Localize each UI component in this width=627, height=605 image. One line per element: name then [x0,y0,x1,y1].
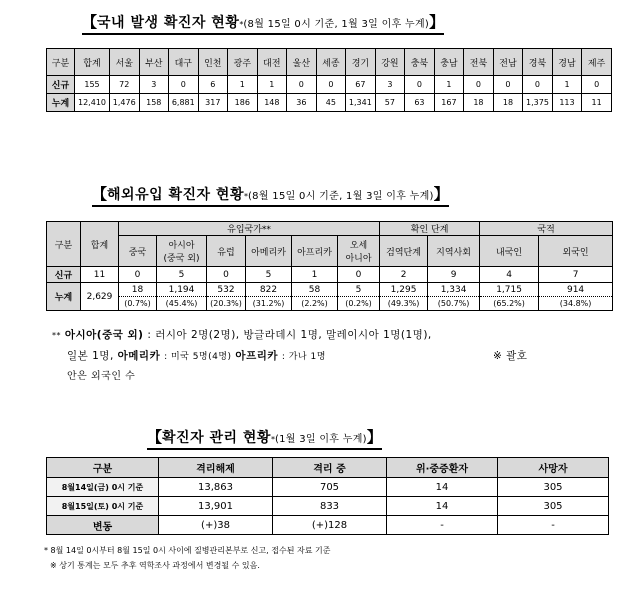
percent-cell: (45.4%) [157,297,207,311]
table-cell: 12,410 [75,94,110,112]
domestic-header-cell: 전남 [493,49,523,76]
row-label: 변동 [47,516,159,535]
footnote-2: ※ 상기 통계는 모두 추후 역학조사 과정에서 변경될 수 있음. [50,561,260,570]
percent-cell: (34.8%) [539,297,613,311]
table-cell: 1 [552,76,582,94]
note-line-3: 안은 외국인 수 [67,371,136,382]
table-cell: 63 [405,94,435,112]
imported-subheader-cell: 유럽 [207,236,246,267]
table-cell: 0 [582,76,612,94]
table-cell: 4 [480,267,539,283]
section2-title-text: 해외유입 확진자 현황 [107,187,244,203]
percent-cell: (2.2%) [292,297,338,311]
percent-cell: (0.7%) [119,297,157,311]
section1-title-text: 국내 발생 확진자 현황 [97,15,240,31]
domestic-header-cell: 울산 [287,49,317,76]
table-cell: 14 [387,497,498,516]
section1-subtitle: (8월 15일 0시 기준, 1월 3일 이후 누계) [243,19,430,30]
percent-cell: (31.2%) [246,297,292,311]
imported-subheader-cell: 오세 아니아 [338,236,380,267]
table-cell: 0 [338,267,380,283]
table-cell: - [387,516,498,535]
table-cell: 5 [338,283,380,297]
table-cell: 45 [316,94,346,112]
row-label: 신규 [47,76,75,94]
note-africa-label: 아프리카 [235,350,278,362]
table-row [47,297,613,311]
table-cell: 822 [246,283,292,297]
domestic-cases-table [46,48,612,112]
table-cell: 14 [387,478,498,497]
table-cell: 0 [464,76,494,94]
table-cell: 1,341 [346,94,376,112]
case-management-table [46,457,609,535]
row-label: 누계 [47,94,75,112]
table-cell: 0 [405,76,435,94]
table-cell: 0 [523,76,553,94]
domestic-header-cell: 서울 [110,49,140,76]
imported-cases-table [46,221,613,311]
table-cell: 705 [273,478,387,497]
section2-title: 【 해외유입 확진자 현황 * (8월 15일 0시 기준, 1월 3일 이후 누계) 】 [92,183,449,204]
table-cell: 148 [257,94,287,112]
domestic-header-cell: 전북 [464,49,494,76]
table-cell: (+)38 [159,516,273,535]
table-cell: 1,295 [380,283,428,297]
table-row [47,94,612,112]
table-cell: - [498,516,609,535]
domestic-header-cell: 광주 [228,49,258,76]
section3-subtitle: (1월 3일 이후 누계) [274,434,367,445]
table-cell: 11 [81,267,119,283]
table-cell: 1 [228,76,258,94]
management-header-cell: 구분 [47,458,159,478]
table-cell: 305 [498,497,609,516]
note-america-label: 아메리카 [117,350,161,362]
row-label: 신규 [47,267,81,283]
table-cell: 0 [493,76,523,94]
management-header-cell: 격리해제 [159,458,273,478]
section3-title: 【 확진자 관리 현황 * (1월 3일 이후 누계) 】 [147,426,382,447]
percent-cell: (20.3%) [207,297,246,311]
table-row [47,76,612,94]
domestic-header-cell: 충남 [434,49,464,76]
table-cell: 0 [169,76,199,94]
table-cell: 1 [434,76,464,94]
table-cell: 13,901 [159,497,273,516]
table-cell: 167 [434,94,464,112]
table-cell: 6,881 [169,94,199,112]
domestic-header-cell: 제주 [582,49,612,76]
row-label: 누계 [47,283,81,311]
domestic-header-cell: 구분 [47,49,75,76]
table-row [47,267,613,283]
table-cell: 57 [375,94,405,112]
table-cell: 36 [287,94,317,112]
domestic-header-cell: 경기 [346,49,376,76]
imported-subheader-cell: 외국인 [539,236,613,267]
table-cell: 2 [380,267,428,283]
note-paren: ※ 괄호 [493,350,528,362]
table-cell: 155 [75,76,110,94]
note-line-1: ** 아시아(중국 외) : 러시아 2명(2명), 방글라데시 1명, 말레이시아 1명(1명), [52,329,432,341]
domestic-header-cell: 합계 [75,49,110,76]
imported-head-total: 합계 [81,222,119,267]
percent-cell: (65.2%) [480,297,539,311]
imported-subheader-cell: 아시아 (중국 외) [157,236,207,267]
table-cell: 9 [428,267,480,283]
imported-subheader-cell: 검역단계 [380,236,428,267]
table-cell: 3 [375,76,405,94]
table-cell: 1,715 [480,283,539,297]
imported-subheader-cell: 중국 [119,236,157,267]
table-cell: 5 [246,267,292,283]
imported-head-origin: 유입국가** [119,222,380,236]
row-label: 8월15일(토) 0시 기준 [47,497,159,516]
management-header-cell: 격리 중 [273,458,387,478]
section2-subtitle: (8월 15일 0시 기준, 1월 3일 이후 누계) [247,191,434,202]
note-line-2: 일본 1명, 아메리카 : 미국 5명(4명) 아프리카 : 가나 1명 [67,350,326,362]
table-cell: 305 [498,478,609,497]
imported-subheader-cell: 내국인 [480,236,539,267]
table-cell: 6 [198,76,228,94]
domestic-header-cell: 세종 [316,49,346,76]
table-row [47,283,613,297]
domestic-header-cell: 강원 [375,49,405,76]
table-cell: 833 [273,497,387,516]
table-cell: 1 [257,76,287,94]
table-cell: 18 [493,94,523,112]
table-cell: 1,334 [428,283,480,297]
table-cell: 18 [119,283,157,297]
note-asia-label: 아시아(중국 외) [64,329,144,341]
imported-subheader-cell: 아프리카 [292,236,338,267]
table-cell: 13,863 [159,478,273,497]
domestic-header-cell: 경남 [552,49,582,76]
domestic-table-header [47,49,612,76]
table-cell: 18 [464,94,494,112]
table-cell: 113 [552,94,582,112]
percent-cell: (50.7%) [428,297,480,311]
table-cell: 532 [207,283,246,297]
imported-head-nation: 국적 [480,222,613,236]
table-cell: 0 [287,76,317,94]
table-cell: 67 [346,76,376,94]
table-cell: 158 [139,94,169,112]
table-row [47,497,609,516]
domestic-header-cell: 부산 [139,49,169,76]
imported-head-stage: 확인 단계 [380,222,480,236]
section1-title: 【 국내 발생 확진자 현황 * (8월 15일 0시 기준, 1월 3일 이후 누계) 】 [82,11,444,32]
table-row [47,478,609,497]
table-cell: 3 [139,76,169,94]
table-cell: 2,629 [81,283,119,311]
table-cell: 72 [110,76,140,94]
domestic-header-cell: 대구 [169,49,199,76]
management-header-cell: 위·중증환자 [387,458,498,478]
percent-cell: (0.2%) [338,297,380,311]
row-label: 8월14일(금) 0시 기준 [47,478,159,497]
section3-title-text: 확진자 관리 현황 [162,430,271,446]
imported-subheader-cell: 아메리카 [246,236,292,267]
footnote-1: * 8월 14일 0시부터 8월 15일 0시 사이에 질병관리본부로 신고, 접수된 자료 기준 [44,546,331,555]
domestic-header-cell: 충북 [405,49,435,76]
imported-subheader-cell: 지역사회 [428,236,480,267]
table-cell: 1,476 [110,94,140,112]
table-cell: 1,194 [157,283,207,297]
table-cell: 58 [292,283,338,297]
table-cell: 1 [292,267,338,283]
domestic-header-cell: 경북 [523,49,553,76]
table-cell: 0 [119,267,157,283]
table-cell: 7 [539,267,613,283]
table-row [47,516,609,535]
percent-cell: (49.3%) [380,297,428,311]
domestic-header-cell: 대전 [257,49,287,76]
table-cell: 0 [316,76,346,94]
table-cell: 0 [207,267,246,283]
table-cell: 186 [228,94,258,112]
table-cell: 317 [198,94,228,112]
table-cell: 1,375 [523,94,553,112]
table-cell: (+)128 [273,516,387,535]
table-cell: 914 [539,283,613,297]
table-cell: 5 [157,267,207,283]
management-header-cell: 사망자 [498,458,609,478]
table-cell: 11 [582,94,612,112]
domestic-header-cell: 인천 [198,49,228,76]
imported-head-div: 구분 [47,222,81,267]
